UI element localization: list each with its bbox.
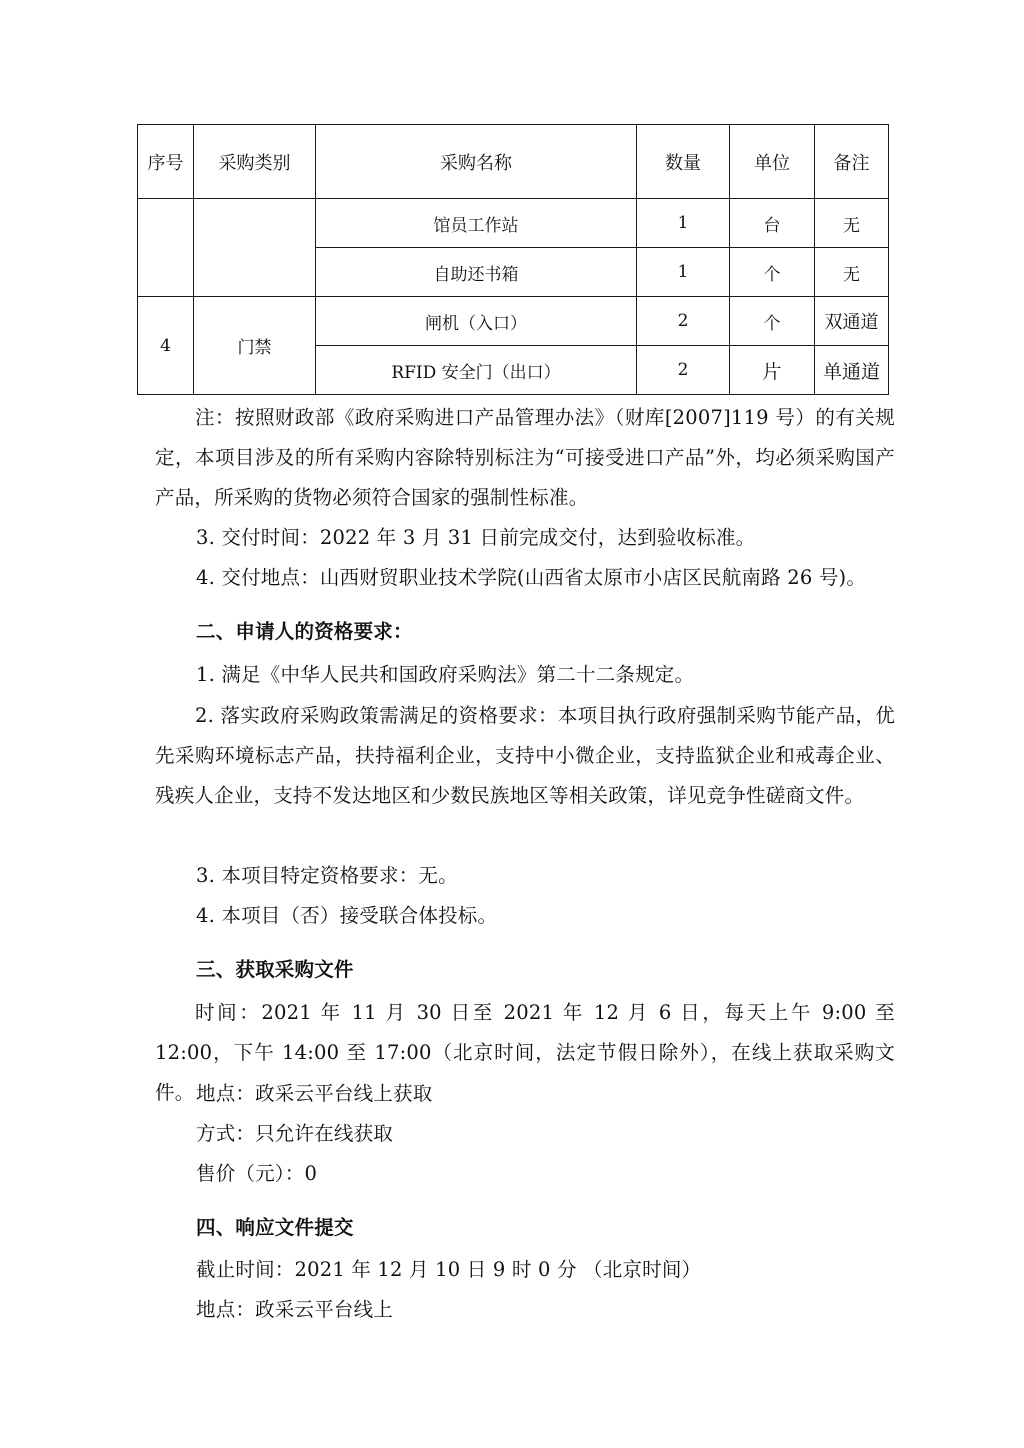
header-remark: 备注 bbox=[815, 125, 889, 199]
cell-category: 门禁 bbox=[194, 297, 316, 395]
header-name: 采购名称 bbox=[316, 125, 637, 199]
acquire-method: 方式：只允许在线获取 bbox=[196, 1122, 394, 1145]
import-note bbox=[155, 398, 895, 518]
cell-remark: 无 bbox=[815, 199, 889, 248]
submit-place: 地点：政采云平台线上 bbox=[196, 1298, 394, 1321]
header-qty: 数量 bbox=[637, 125, 730, 199]
cell-remark: 无 bbox=[815, 248, 889, 297]
cell-qty: 2 bbox=[637, 297, 730, 346]
header-category: 采购类别 bbox=[194, 125, 316, 199]
delivery-time: 3. 交付时间：2022 年 3 月 31 日前完成交付，达到验收标准。 bbox=[196, 526, 756, 549]
qualification-2-text: 2. 落实政府采购政策需满足的资格要求：本项目执行政府强制采购节能产品，优先采购环境标志产品，扶持福利企业，支持中小微企业，支持监狱企业和戒毒企业、残疾人企业，支持不发达地区和少数民族地区等相关政策，详见竞争性磋商文件。 bbox=[155, 704, 895, 807]
table-header-row bbox=[138, 125, 889, 199]
cell-name: 馆员工作站 bbox=[316, 199, 637, 248]
cell-unit: 片 bbox=[730, 346, 815, 395]
cell-category-empty bbox=[194, 199, 316, 297]
qualification-3: 3. 本项目特定资格要求：无。 bbox=[196, 864, 458, 887]
cell-name: 自助还书箱 bbox=[316, 248, 637, 297]
submit-deadline: 截止时间：2021 年 12 月 10 日 9 时 0 分 （北京时间） bbox=[196, 1258, 702, 1281]
acquire-price: 售价（元）：0 bbox=[196, 1162, 318, 1185]
header-seq: 序号 bbox=[138, 125, 194, 199]
cell-name: RFID 安全门（出口） bbox=[316, 346, 637, 395]
section-2-title: 二、申请人的资格要求： bbox=[196, 620, 413, 643]
cell-qty: 1 bbox=[637, 248, 730, 297]
cell-qty: 1 bbox=[637, 199, 730, 248]
cell-remark: 双通道 bbox=[815, 297, 889, 346]
cell-remark: 单通道 bbox=[815, 346, 889, 395]
cell-unit: 台 bbox=[730, 199, 815, 248]
delivery-place: 4. 交付地点：山西财贸职业技术学院(山西省太原市小店区民航南路 26 号)。 bbox=[196, 566, 867, 589]
acquire-time-text: 时间：2021 年 11 月 30 日至 2021 年 12 月 6 日，每天上午 9:00 至 12:00，下午 14:00 至 17:00（北京时间，法定节假日除外），在线上获取采购文件。 bbox=[155, 1001, 895, 1104]
acquire-place: 地点：政采云平台线上获取 bbox=[196, 1082, 433, 1105]
table-row bbox=[138, 199, 889, 248]
section-3-title: 三、获取采购文件 bbox=[196, 958, 354, 981]
procurement-table bbox=[137, 124, 889, 395]
table-row bbox=[138, 297, 889, 346]
note-paragraph: 注：按照财政部《政府采购进口产品管理办法》（财库[2007]119 号）的有关规定，本项目涉及的所有采购内容除特别标注为“可接受进口产品”外，均必须采购国产产品，所采购的货物必须符合国家的强制性标准。 bbox=[155, 406, 895, 509]
header-unit: 单位 bbox=[730, 125, 815, 199]
cell-seq-empty bbox=[138, 199, 194, 297]
qualification-2 bbox=[155, 696, 895, 816]
cell-qty: 2 bbox=[637, 346, 730, 395]
cell-seq: 4 bbox=[138, 297, 194, 395]
qualification-1: 1. 满足《中华人民共和国政府采购法》第二十二条规定。 bbox=[196, 663, 695, 686]
cell-name: 闸机（入口） bbox=[316, 297, 637, 346]
cell-unit: 个 bbox=[730, 297, 815, 346]
cell-unit: 个 bbox=[730, 248, 815, 297]
qualification-4: 4. 本项目（否）接受联合体投标。 bbox=[196, 904, 498, 927]
section-4-title: 四、响应文件提交 bbox=[196, 1216, 354, 1239]
